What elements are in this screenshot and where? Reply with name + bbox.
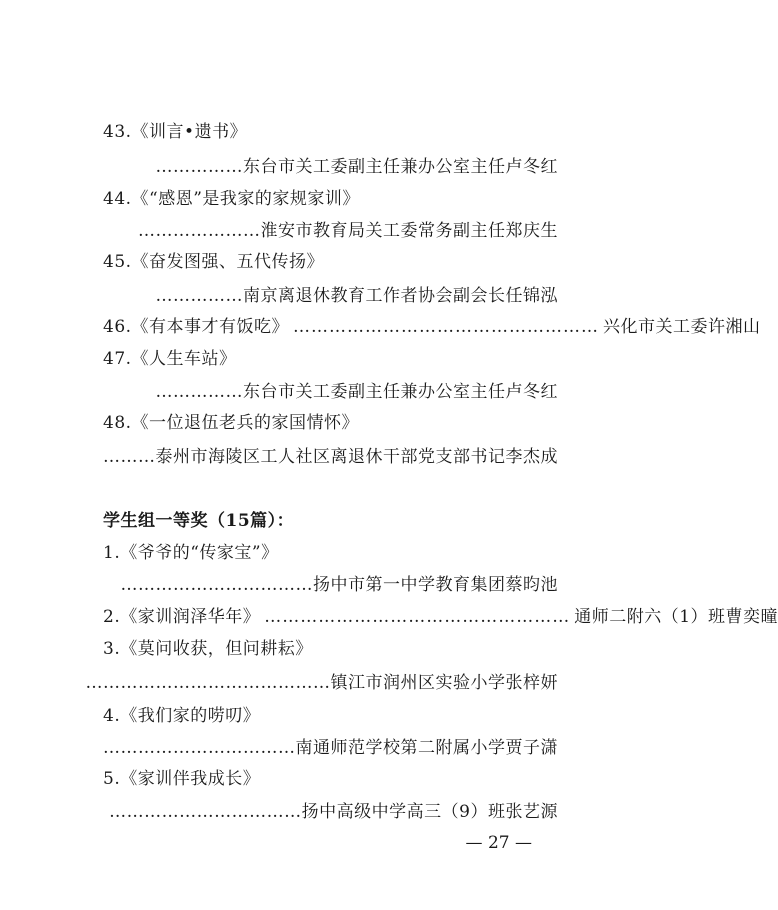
entry-inline: [103, 606, 778, 628]
entry-credit: ……………………………扬中市第一中学教育集团蔡昀池: [120, 575, 558, 595]
entry-title: 45.《奋发图强、五代传扬》: [103, 252, 325, 272]
entry-title: 46.《有本事才有饭吃》: [103, 317, 290, 337]
entry-title: 4.《我们家的唠叨》: [103, 706, 261, 726]
entry-title: 3.《莫问收获，但问耕耘》: [103, 639, 313, 659]
entry-credit: 通师二附六（1）班曹奕曈: [574, 607, 778, 627]
entry-credit: ……………………………扬中高级中学高三（9）班张艺源: [109, 802, 558, 822]
entry-title: 1.《爷爷的“传家宝”》: [103, 543, 279, 563]
entry-credit: ………泰州市海陵区工人社区离退休干部党支部书记李杰成: [103, 447, 558, 467]
entry-title: 5.《家训伴我成长》: [103, 769, 261, 789]
entry-title: 47.《人生车站》: [103, 349, 237, 369]
entry-title: 2.《家训润泽华年》: [103, 607, 261, 627]
entry-credit: 兴化市关工委许湘山: [603, 317, 761, 337]
entry-credit: ……………南京离退休教育工作者协会副会长任锦泓: [155, 286, 558, 306]
leader-dots: ……………………………………………: [293, 317, 600, 337]
entry-credit: ……………东台市关工委副主任兼办公室主任卢冬红: [155, 157, 558, 177]
entry-title: 48.《一位退伍老兵的家国情怀》: [103, 413, 360, 433]
entry-title: 44.《“感恩”是我家的家规家训》: [103, 189, 360, 209]
entry-title: 43.《训言•遗书》: [103, 122, 248, 142]
entry-credit: ……………………………………镇江市润州区实验小学张梓妍: [85, 673, 558, 693]
leader-dots: ……………………………………………: [264, 607, 571, 627]
entry-credit: …………………淮安市教育局关工委常务副主任郑庆生: [138, 221, 558, 241]
page-number: — 27 —: [465, 833, 532, 853]
entry-inline: [103, 316, 761, 338]
entry-credit: ……………东台市关工委副主任兼办公室主任卢冬红: [155, 382, 558, 402]
entry-credit: ……………………………南通师范学校第二附属小学贾子潇: [103, 738, 558, 758]
section-heading: 学生组一等奖（15篇）：: [103, 511, 295, 531]
